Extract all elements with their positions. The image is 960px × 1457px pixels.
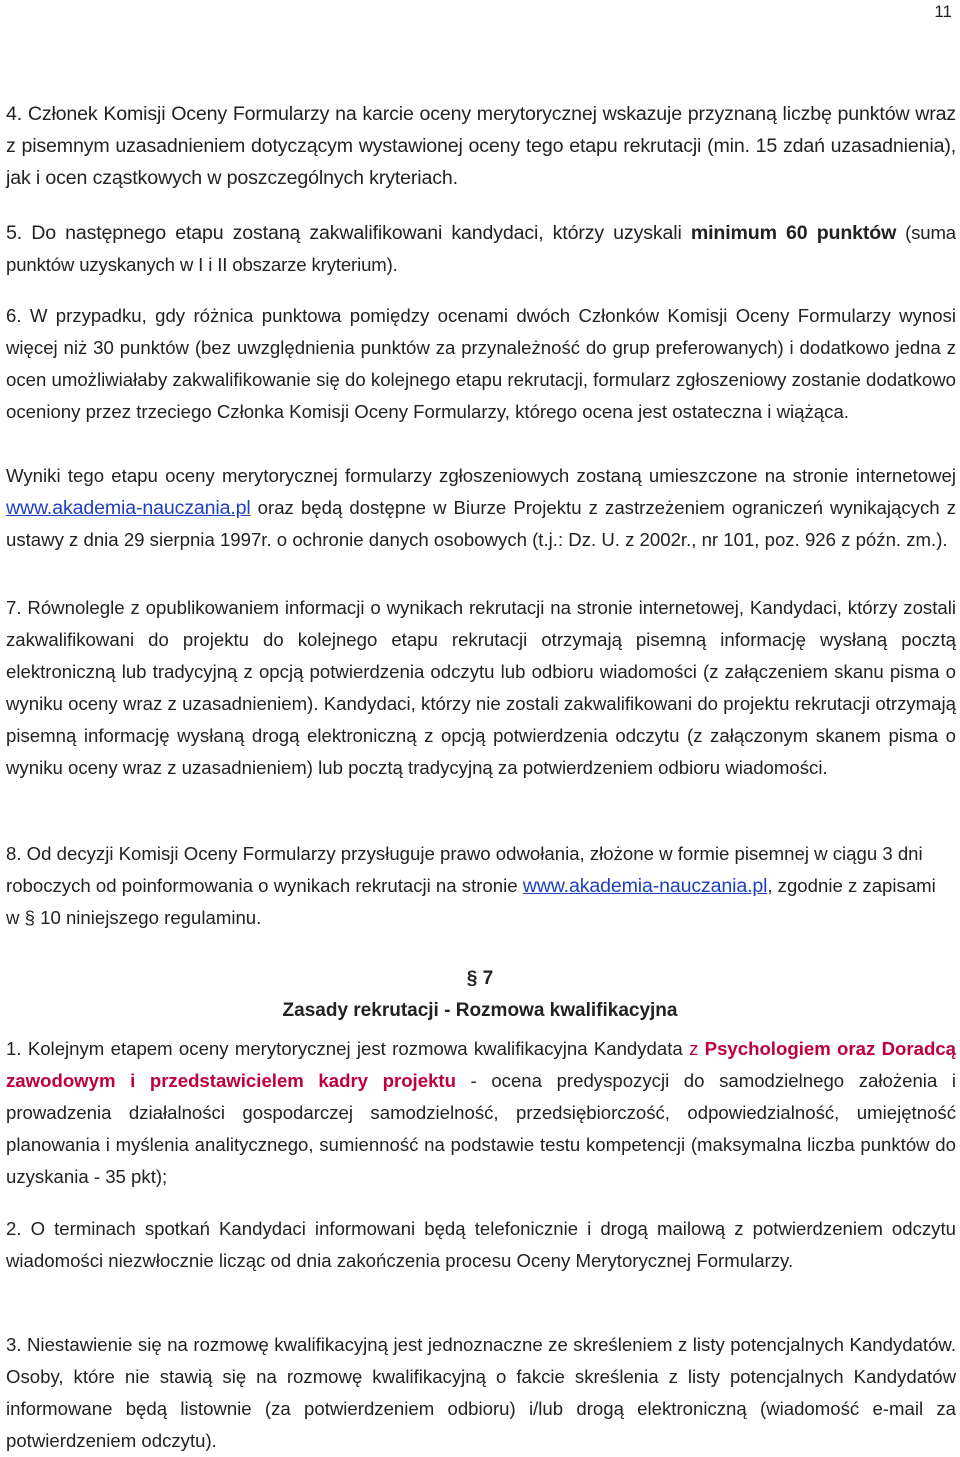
- section-7-point-2: 2. O terminach spotkań Kandydaci informowani będą telefonicznie i drogą mailową z potwierdzeniem odczytu wiadomości niezwłocznie licząc od dnia zakończenia procesu Oceny Merytorycznej Formularzy.: [6, 1218, 956, 1271]
- page-number: 11: [934, 2, 952, 21]
- akademia-link-1[interactable]: www.akademia-nauczania.pl: [6, 497, 251, 519]
- psychologist-advisor-highlight: Psychologiem oraz Doradcą zawodowym i przedstawicielem kadry projektu: [6, 1038, 956, 1091]
- section-7-point-1: 1. Kolejnym etapem oceny merytorycznej jest rozmowa kwalifikacyjna Kandydata z Psychologiem oraz Doradcą zawodowym i przedstawicielem kadry projektu - ocena predyspozycji do samodzielnego założenia i prowadzenia działalności gospodarczej samodzielność, przedsiębiorczość, odpowiedzialność, umiejętność planowania i myślenia analitycznego, sumienność na podstawie testu kompetencji (maksymalna liczba punktów do uzyskania - 35 pkt);: [6, 1038, 956, 1187]
- paragraph-7: 7. Równolegle z opublikowaniem informacji o wynikach rekrutacji na stronie internetowej, Kandydaci, którzy zostali zakwalifikowani do projektu do kolejnego etapu rekrutacji otrzymają pisemną informację wysłaną pocztą elektroniczną lub tradycyjną z opcją potwierdzenia odczytu lub odbioru wiadomości (z załączeniem skanu pisma o wyniku oceny wraz z uzasadnieniem). Kandydaci, którzy nie zostali zakwalifikowani do projektu rekrutacji otrzymają pisemną informację wysłaną drogą elektroniczną z opcją potwierdzenia odczytu (z załączonym skanem pisma o wyniku oceny wraz z uzasadnieniem) lub pocztą tradycyjną za potwierdzeniem odbioru wiadomości.: [6, 597, 956, 778]
- section-title: Zasady rekrutacji - Rozmowa kwalifikacyjna: [282, 1000, 678, 1021]
- paragraph-5: 5. Do następnego etapu zostaną zakwalifikowani kandydaci, którzy uzyskali minimum 60 punktów (suma punktów uzyskanych w I i II obszarze kryterium).: [6, 222, 956, 275]
- akademia-link-2[interactable]: www.akademia-nauczania.pl: [522, 875, 768, 897]
- minimum-points-bold: minimum 60 punktów: [690, 222, 897, 244]
- paragraph-6: 6. W przypadku, gdy różnica punktowa pomiędzy ocenami dwóch Członków Komisji Oceny Formularzy wynosi więcej niż 30 punktów (bez uwzględnienia punktów za przynależność do grup preferowanych) i dodatkowo jedna z ocen umożliwiałaby zakwalifikowanie się do kolejnego etapu rekrutacji, formularz zgłoszeniowy zostanie dodatkowo oceniony przez trzeciego Członka Komisji Oceny Formularzy, którego ocena jest ostateczna i wiążąca.: [6, 305, 956, 422]
- paragraph-8: 8. Od decyzji Komisji Oceny Formularzy przysługuje prawo odwołania, złożone w formie pisemnej w ciągu 3 dni roboczych od poinformowania o wynikach rekrutacji na stronie www.akademia-nauczania.pl, zgodnie z zapisami w § 10 niniejszego regulaminu.: [6, 843, 936, 928]
- section-number: § 7: [466, 968, 494, 989]
- paragraph-4: 4. Członek Komisji Oceny Formularzy na karcie oceny merytorycznej wskazuje przyznaną liczbę punktów wraz z pisemnym uzasadnieniem dotyczącym wystawionej oceny tego etapu rekrutacji (min. 15 zdań uzasadnienia), jak i ocen cząstkowych w poszczególnych kryteriach.: [6, 103, 956, 189]
- paragraph-6-results: Wyniki tego etapu oceny merytorycznej formularzy zgłoszeniowych zostaną umieszczone na stronie internetowej www.akademia-nauczania.pl oraz będą dostępne w Biurze Projektu z zastrzeżeniem ograniczeń wynikających z ustawy z dnia 29 sierpnia 1997r. o ochronie danych osobowych (t.j.: Dz. U. z 2002r., nr 101, poz. 926 z późn. zm.).: [6, 465, 956, 550]
- section-7-point-3: 3. Niestawienie się na rozmowę kwalifikacyjną jest jednoznaczne ze skreśleniem z listy potencjalnych Kandydatów. Osoby, które nie stawią się na rozmowę kwalifikacyjną o fakcie skreślenia z listy potencjalnych Kandydatów informowane będą listownie (za potwierdzeniem odbioru) i/lub drogą elektroniczną (wiadomość e-mail za potwierdzeniem odczytu).: [6, 1334, 956, 1451]
